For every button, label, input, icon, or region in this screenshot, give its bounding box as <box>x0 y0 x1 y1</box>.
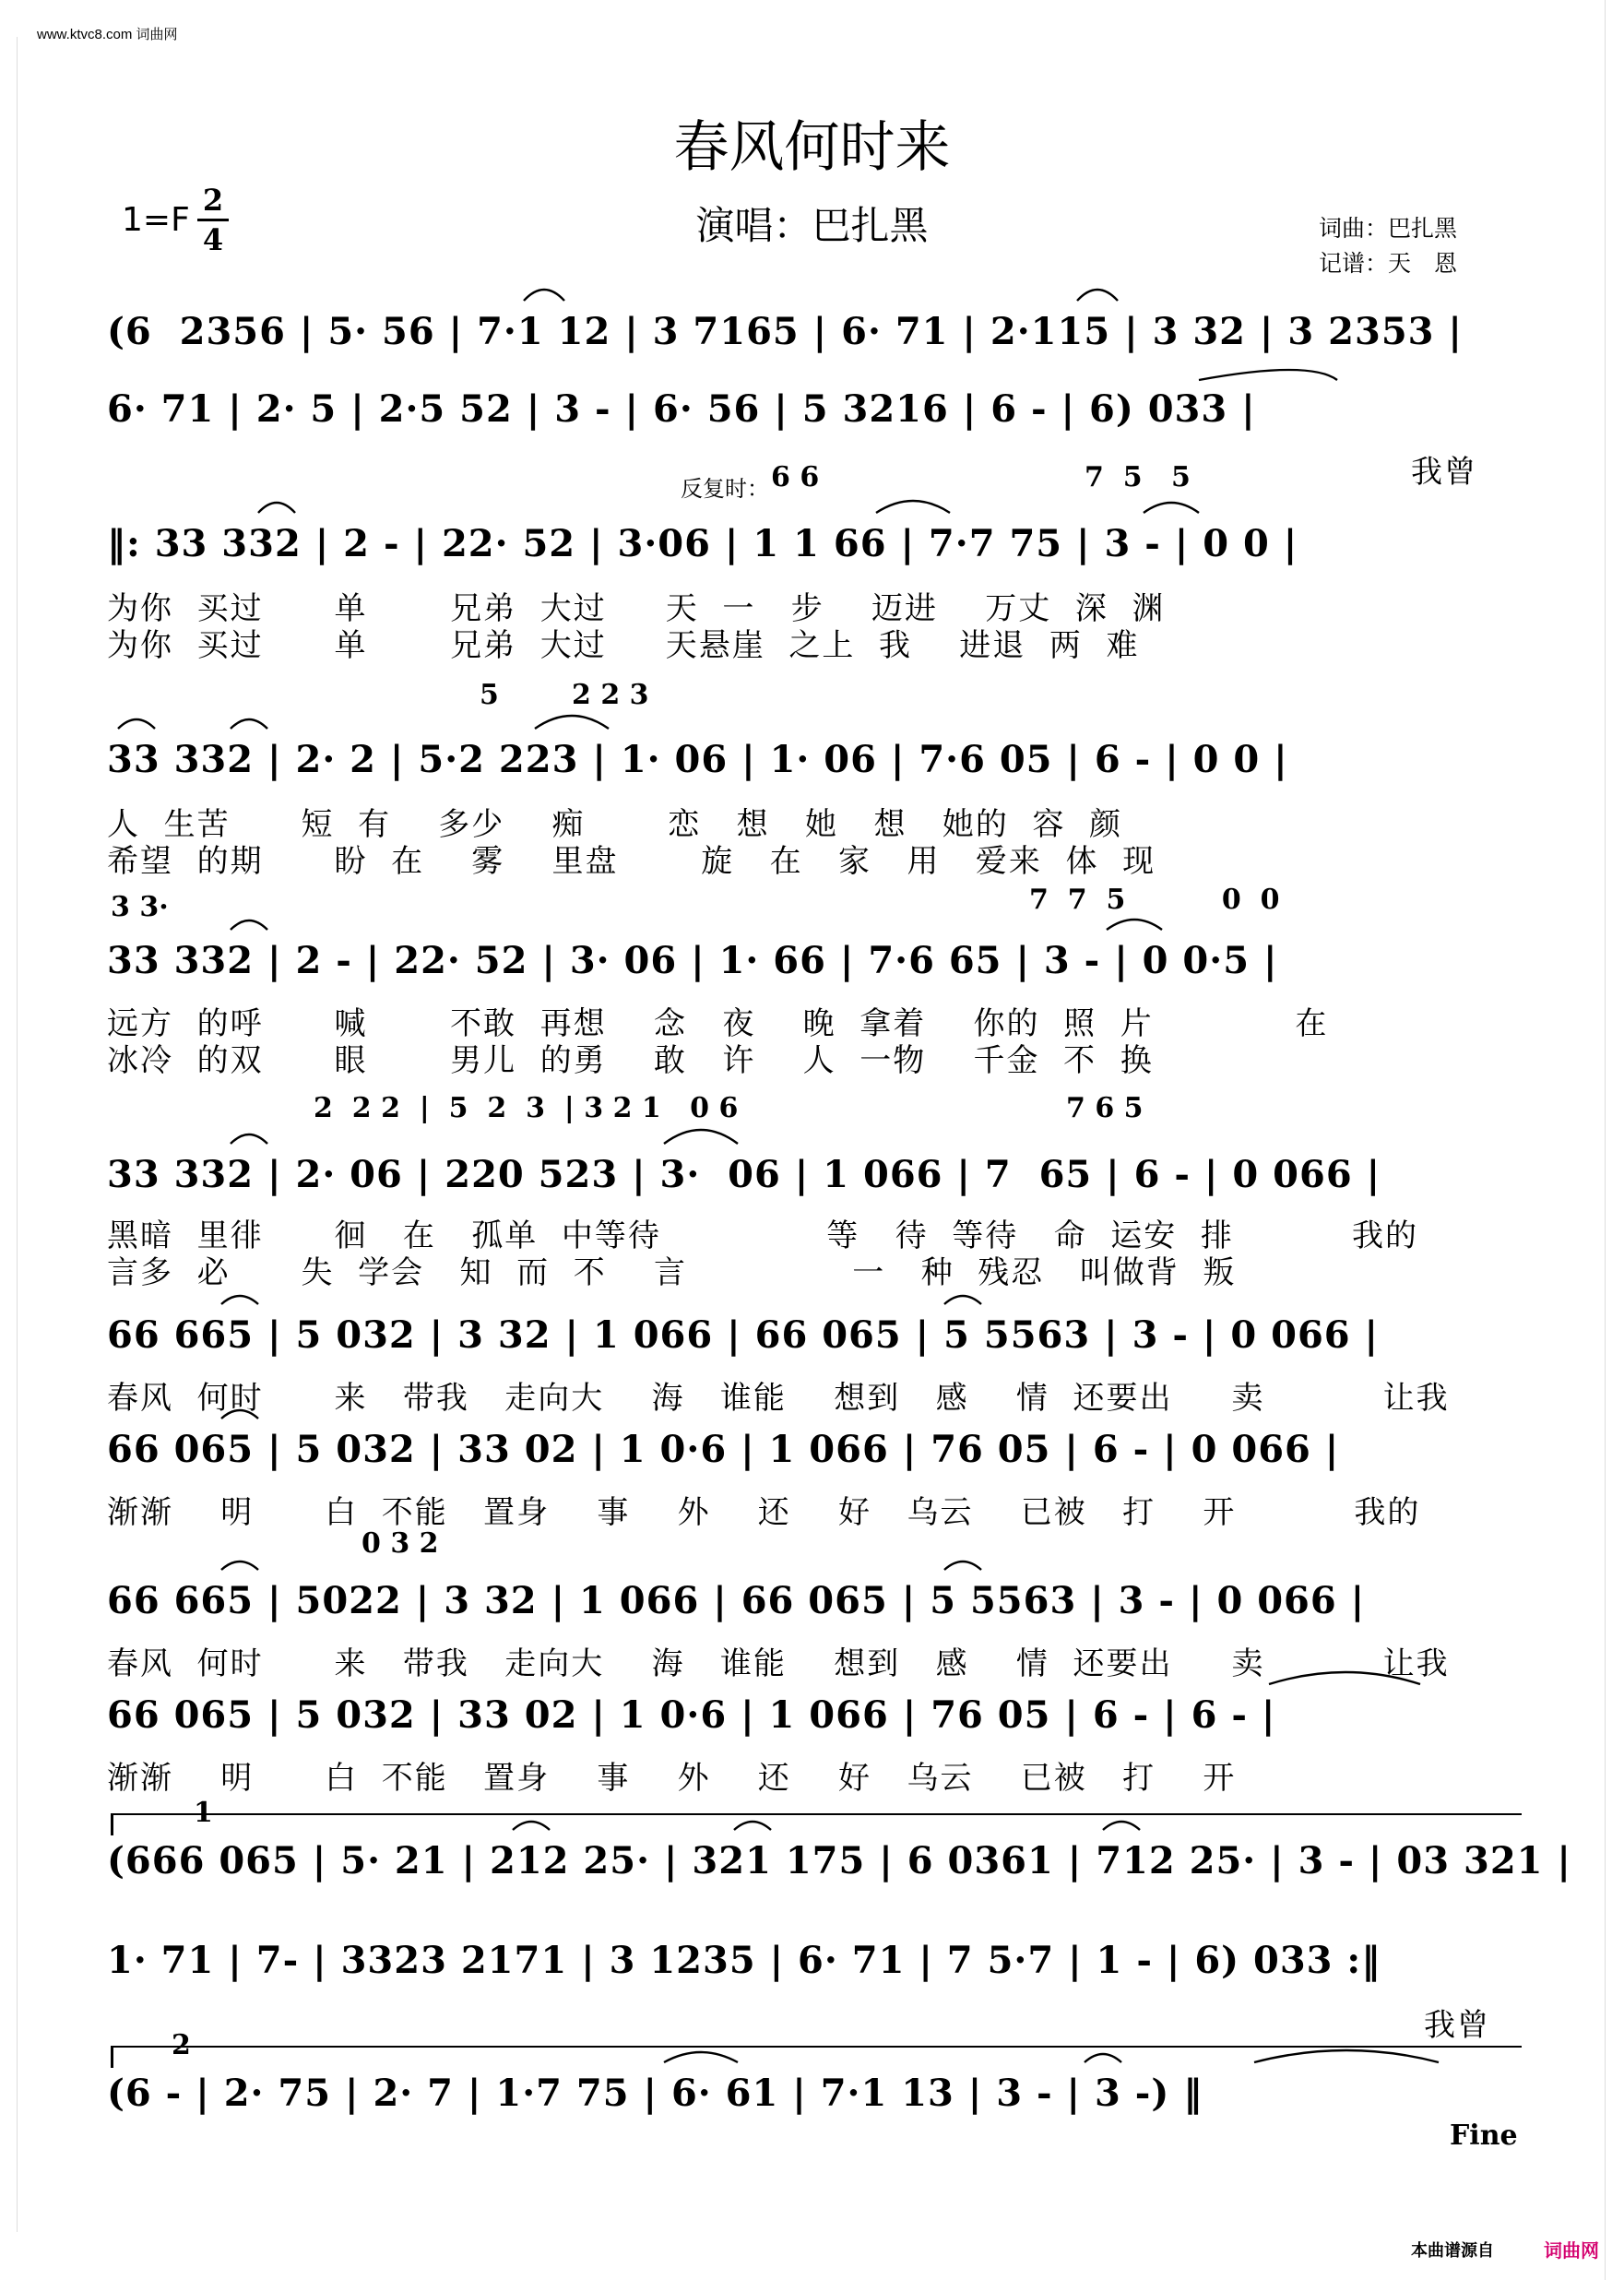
score-row: ‖: 33 332 | 2 - | 22· 52 | 3·06 | 1 1 66 | 7·7 75 | 3 - | 0 0 | <box>107 522 1298 565</box>
slur-arc <box>664 2052 738 2062</box>
slur-arc <box>513 1822 550 1830</box>
slur-arc <box>1269 1672 1420 1684</box>
slur-arc <box>1085 2054 1121 2062</box>
meter-top: 2 <box>202 183 224 218</box>
footer-source: 本曲谱源自 <box>1411 2241 1494 2261</box>
slur-arc <box>1254 2050 1439 2062</box>
lyric-line: 春风 何时 来 带我 走向大 海 谁能 想到 感 情 还要出 卖 让我 <box>107 1645 1450 1682</box>
lyric-pickup: 我曾 <box>1424 2007 1490 2044</box>
slur-arc <box>944 1296 981 1304</box>
singer-credit: 演唱：巴扎黑 <box>695 203 929 248</box>
slur-arc <box>1199 370 1337 380</box>
lyric-line: 为你 买过 单 兄弟 大过 天悬崖 之上 我 进退 两 难 <box>107 627 1140 664</box>
transcriber-credit: 记谱：天 恩 <box>1319 250 1458 277</box>
meter-bottom: 4 <box>202 222 224 257</box>
score-row: 66 065 | 5 032 | 33 02 | 1 0·6 | 1 066 | 76 05 | 6 - | 6 - | <box>107 1693 1276 1737</box>
slur-arc <box>664 1130 738 1144</box>
lyric-line: 远方 的呼 喊 不敢 再想 念 夜 晚 拿着 你的 照 片 在 <box>107 1005 1329 1042</box>
score-row: (666 065 | 5· 21 | 212 25· | 321 175 | 6 0361 | 712 25· | 3 - | 03 321 | <box>107 1839 1571 1882</box>
volta-2-label: 2 <box>172 2029 191 2061</box>
slur-arc <box>118 719 155 729</box>
slur-arc <box>221 1296 258 1304</box>
alt-notes: 7 6 5 <box>1066 1092 1144 1124</box>
slur-arc <box>944 1562 981 1570</box>
slur-arc <box>221 1410 258 1419</box>
alt-notes: 6 6 <box>771 461 820 493</box>
lyric-line: 春风 何时 来 带我 走向大 海 谁能 想到 感 情 还要出 卖 让我 <box>107 1380 1450 1417</box>
slur-arc <box>1077 290 1118 301</box>
footer-logo: 词曲网 <box>1544 2239 1599 2262</box>
score-row: 66 065 | 5 032 | 33 02 | 1 0·6 | 1 066 | 76 05 | 6 - | 0 066 | <box>107 1428 1340 1471</box>
slur-arc <box>1144 503 1199 513</box>
slur-arc <box>231 719 267 729</box>
volta-1-label: 1 <box>194 1797 213 1829</box>
slur-arc <box>876 501 950 513</box>
lyric-line: 人 生苦 短 有 多少 痴 恋 想 她 想 她的 容 颜 <box>107 806 1123 843</box>
score-row: (6 - | 2· 75 | 2· 7 | 1·7 75 | 6· 61 | 7·1 13 | 3 - | 3 -) ‖ <box>107 2072 1203 2115</box>
lyric-line: 言多 必 失 学会 知 而 不 言 一 种 残忍 叫做背 叛 <box>107 1254 1237 1291</box>
lyric-line: 渐渐 明 白 不能 置身 事 外 还 好 乌云 已被 打 开 <box>107 1760 1237 1797</box>
alt-notes: 2 2 2 | 5 2 3 | 3 2 1 0 6 <box>314 1092 739 1124</box>
score-row: 66 665 | 5022 | 3 32 | 1 066 | 66 065 | 5 5563 | 3 - | 0 066 | <box>107 1579 1366 1622</box>
slur-arc <box>231 1134 267 1144</box>
slur-arc <box>734 1822 771 1830</box>
score-row: 33 332 | 2· 06 | 220 523 | 3· 06 | 1 066 | 7 65 | 6 - | 0 066 | <box>107 1153 1381 1196</box>
score-row: 6· 71 | 2· 5 | 2·5 52 | 3 - | 6· 56 | 5 3216 | 6 - | 6) 033 | <box>107 387 1256 431</box>
key-signature: 1=F <box>122 201 190 239</box>
lyric-line: 黑暗 里徘 徊 在 孤单 中等待 等 待 等待 命 运安 排 我的 <box>107 1217 1418 1254</box>
repeat-note: 反复时： <box>681 476 769 502</box>
alt-notes: 7 7 5 0 0 <box>1029 884 1280 916</box>
lyric-pickup: 我曾 <box>1411 454 1477 491</box>
score-row: 33 332 | 2· 2 | 5·2 223 | 1· 06 | 1· 06 | 7·6 05 | 6 - | 0 0 | <box>107 738 1288 781</box>
score-row: 33 332 | 2 - | 22· 52 | 3· 06 | 1· 66 | 7·6 65 | 3 - | 0 0·5 | <box>107 939 1278 982</box>
fine-marking: Fine <box>1450 2120 1518 2152</box>
slur-arc <box>1107 920 1162 930</box>
alt-notes: 5 <box>480 679 499 711</box>
score-row: 66 665 | 5 032 | 3 32 | 1 066 | 66 065 | 5 5563 | 3 - | 0 066 | <box>107 1313 1380 1357</box>
alt-notes: 0 3 2 <box>362 1527 439 1560</box>
slur-arc <box>1103 1822 1140 1830</box>
lyric-line: 冰冷 的双 眼 男儿 的勇 敢 许 人 一物 千金 不 换 <box>107 1042 1154 1079</box>
slur-arc <box>535 716 609 729</box>
lyric-line: 渐渐 明 白 不能 置身 事 外 还 好 乌云 已被 打 开 我的 <box>107 1494 1421 1531</box>
alt-notes: 2 2 3 <box>572 679 649 711</box>
alt-notes: 3 3· <box>111 891 169 923</box>
lyric-line: 为你 买过 单 兄弟 大过 天 一 步 迈进 万丈 深 渊 <box>107 590 1166 627</box>
slur-arc <box>231 920 267 930</box>
alt-notes: 7 5 5 <box>1085 461 1191 493</box>
slur-arc <box>258 503 295 513</box>
site-url: www.ktvc8.com 词曲网 <box>37 27 178 42</box>
slur-arc <box>524 290 564 301</box>
lyric-line: 希望 的期 盼 在 雾 里盘 旋 在 家 用 爱来 体 现 <box>107 843 1156 880</box>
lyrics-music-credit: 词曲：巴扎黑 <box>1319 215 1458 242</box>
song-title: 春风何时来 <box>673 115 951 180</box>
score-row: 1· 71 | 7- | 3323 2171 | 3 1235 | 6· 71 | 7 5·7 | 1 - | 6) 033 :‖ <box>107 1939 1381 1982</box>
slur-arc <box>221 1562 258 1570</box>
score-row: (6 2356 | 5· 56 | 7·1 12 | 3 7165 | 6· 71 | 2·115 | 3 32 | 3 2353 | <box>107 310 1463 353</box>
